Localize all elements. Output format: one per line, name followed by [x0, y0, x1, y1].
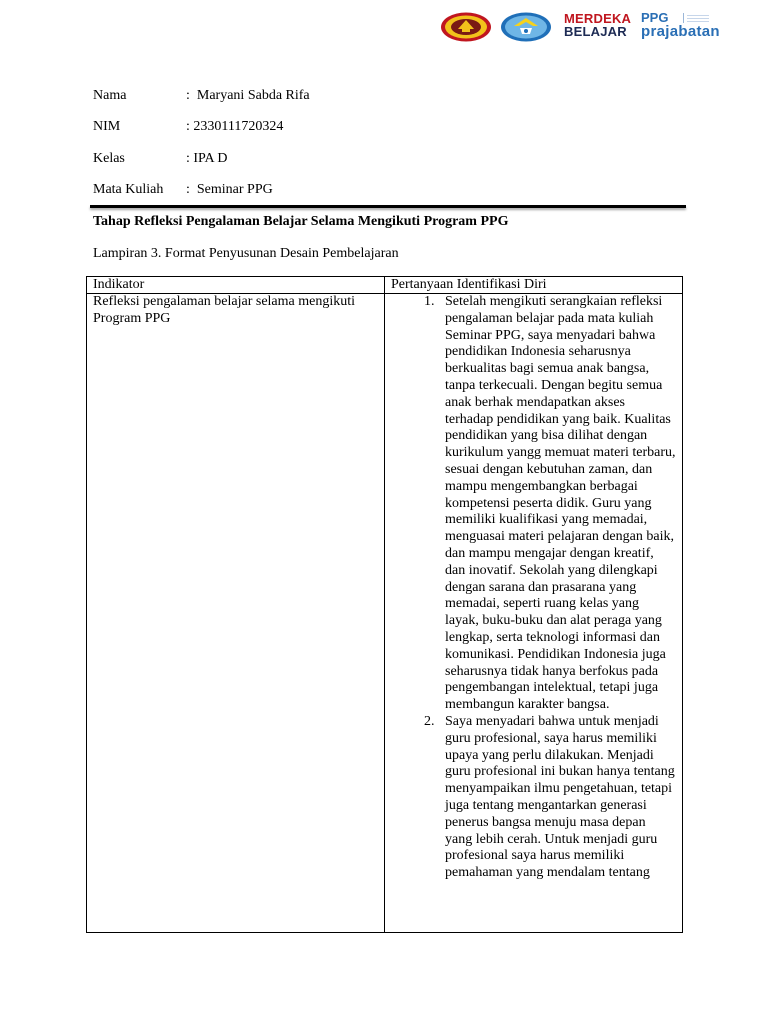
identity-label: Nama [93, 88, 127, 103]
answer-item: 1. Setelah mengikuti serangkaian refleksi pengalaman belajar pada mata kuliah Seminar PPG, saya menyadari bahwa pendidikan Indonesia seharusnya berkualitas bagi semua anak bangsa, tanpa terkecuali. Dengan begitu semua anak berhak mendapatkan akses terhadap pendidikan yang baik. Kualitas pendidikan yang bisa dilihat dengan kurikulum yangg memuat materi terbaru, sesuai dengan kebutuhan zaman, dan mampu mengembangkan berbagai kompetensi peserta didik. Guru yang memiliki kualifikasi yang memadai, menguasai materi pelajaran dengan baik, dan mampu mengajar dengan kreatif, dan inovatif. Sekolah yang dilengkapi dengan sarana dan prasarana yang memadai, seperti ruang kelas yang layak, buku-buku dan alat peraga yang lengkap, serta teknologi informasi dan komunikasi. Pendidikan Indonesia juga seharusnya tidak hanya berfokus pada pengembangan intelektual, tetapi juga membangun karakter bangsa. [438, 294, 676, 714]
answer-item: 2. Saya menyadari bahwa untuk menjadi guru profesional, saya harus memiliki upaya yang perlu dilakukan. Menjadi guru profesional ini bukan hanya tentang menyampaikan ilmu pengetahuan, tetapi juga tentang mengantarkan generasi penerus bangsa menuju masa depan yang lebih cerah. Untuk menjadi guru profesional saya harus memiliki pemahaman yang mendalam tentang [438, 714, 676, 882]
identity-value: : 2330111720324 [186, 119, 284, 135]
table-row [87, 294, 683, 933]
ppg-logo-text: PPG [641, 10, 669, 25]
identity-label: NIM [93, 119, 121, 135]
section-heading: Tahap Refleksi Pengalaman Belajar Selama Mengikuti Program PPG [93, 214, 509, 229]
table-header-row [87, 277, 683, 294]
ppg-logo-tagline [683, 13, 714, 23]
identity-label: Mata Kuliah [93, 181, 164, 197]
tut-wuri-handayani-logo [500, 12, 552, 42]
table-header-cell: Pertanyaan Identifikasi Diri [385, 277, 683, 294]
answers-cell [385, 294, 683, 933]
table-header-cell: Indikator [87, 277, 385, 294]
identity-value: : Seminar PPG [186, 181, 273, 197]
merdeka-belajar-logo [564, 12, 636, 42]
reflection-table [86, 276, 683, 933]
indicator-cell: Refleksi pengalaman belajar selama mengikuti Program PPG [87, 294, 385, 933]
identity-value: : IPA D [186, 150, 228, 166]
identity-value: : Maryani Sabda Rifa [186, 88, 310, 103]
divider-line [90, 205, 686, 208]
belajar-logo-text: BELAJAR [564, 24, 627, 39]
answer-list [391, 294, 676, 882]
prajabatan-logo-text: prajabatan [641, 23, 720, 40]
merdeka-logo-text: MERDEKA [564, 11, 632, 26]
identity-label: Kelas [93, 150, 125, 166]
section-subheading: Lampiran 3. Format Penyusunan Desain Pembelajaran [93, 246, 399, 261]
ppg-prajabatan-logo [641, 11, 751, 43]
university-seal-logo [440, 12, 492, 42]
header-logos [438, 10, 748, 50]
